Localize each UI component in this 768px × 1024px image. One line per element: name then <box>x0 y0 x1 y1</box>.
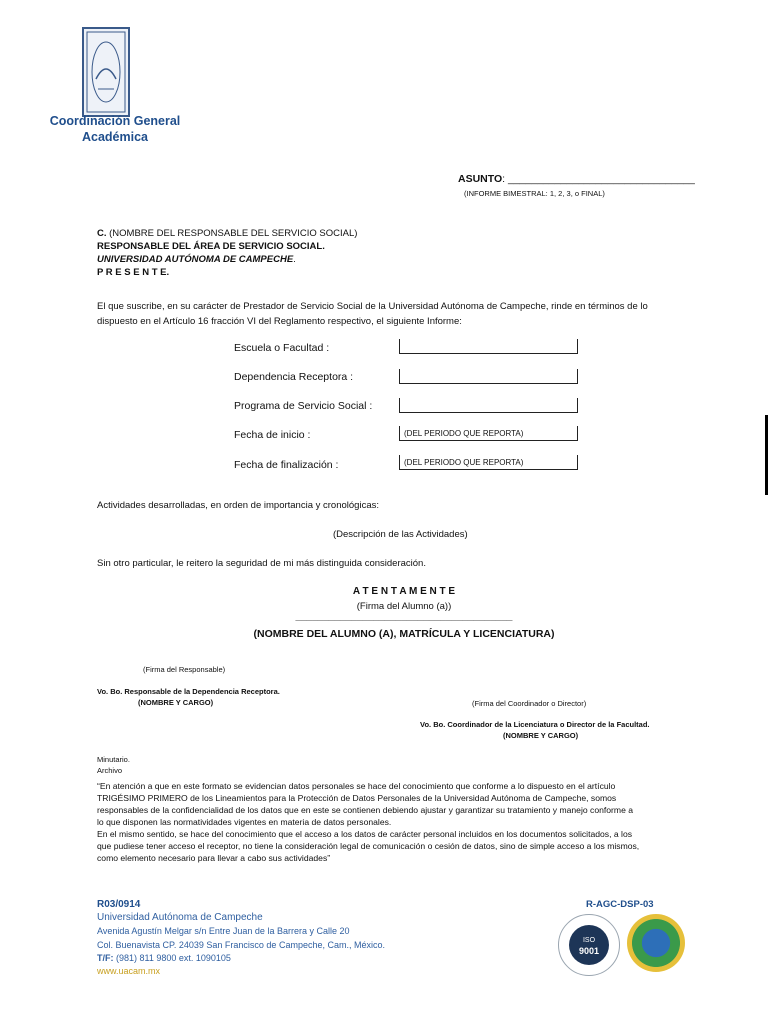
iso-9001-badge <box>558 914 620 976</box>
footer-university: Universidad Autónoma de Campeche <box>97 912 263 923</box>
copy-archivo: Archivo <box>97 766 123 775</box>
addressee-name: (NOMBRE DEL RESPONSABLE DEL SERVICIO SOCIAL) <box>106 228 358 239</box>
privacy-p1-l2: TRIGÉSIMO PRIMERO de los Lineamientos para la Protección de Datos Personales de la Universidad Autónoma de Campeche, somos <box>97 793 617 803</box>
student-name-hint: (NOMBRE DEL ALUMNO (A), MATRÍCULA Y LICENCIATURA) <box>253 628 555 640</box>
program-field[interactable] <box>399 398 578 413</box>
intro-line1: El que suscribe, en su carácter de Prestador de Servicio Social de la Universidad Autónoma de Campeche, rinde en términos de lo <box>97 301 648 312</box>
privacy-p1-l3: responsables de la confidencialidad de los datos que en este se contienen debiendo ajustar y garantizar su tratamiento y manejo conforme a <box>97 805 634 815</box>
responsible-title: Vo. Bo. Responsable de la Dependencia Receptora. <box>97 687 280 696</box>
footer-phone-label: T/F: <box>97 953 114 963</box>
school-label: Escuela o Facultad : <box>234 342 330 354</box>
document-code: R-AGC-DSP-03 <box>586 899 654 910</box>
student-sign-hint: (Firma del Alumno (a)) <box>356 601 452 612</box>
university-seal-logo <box>82 27 130 117</box>
addressee-block: C. (NOMBRE DEL RESPONSABLE DEL SERVICIO SOCIAL) RESPONSABLE DEL ÁREA DE SERVICIO SOCIAL. UNIVERSIDAD AUTÓNOMA DE CAMPECHE. P R E S E N T E. <box>97 228 358 278</box>
footer-address1: Avenida Agustín Melgar s/n Entre Juan de la Barrera y Calle 20 <box>97 926 350 936</box>
subject-line <box>458 173 695 185</box>
start-date-label: Fecha de inicio : <box>234 429 311 441</box>
addressee-present: P R E S E N T E. <box>97 267 170 278</box>
subject-hint: (INFORME BIMESTRAL: 1, 2, 3, o FINAL) <box>464 189 605 198</box>
org-line2: Académica <box>81 130 148 144</box>
coordinator-title: Vo. Bo. Coordinador de la Licenciatura o Director de la Facultad. <box>420 720 650 729</box>
privacy-p2-l3: como elemento necesario para llevar a cabo sus actividades” <box>97 853 331 863</box>
footer-address2: Col. Buenavista CP. 24039 San Francisco de Campeche, Cam., México. <box>97 940 385 950</box>
program-label: Programa de Servicio Social : <box>234 400 373 412</box>
coordinator-sign-hint: (Firma del Coordinador o Director) <box>472 699 587 708</box>
coordinator-name-hint: (NOMBRE Y CARGO) <box>503 731 579 740</box>
responsible-sign-hint: (Firma del Responsable) <box>143 665 226 674</box>
attentively-heading: A T E N T A M E N T E <box>352 586 456 597</box>
end-date-label: Fecha de finalización : <box>234 459 339 471</box>
closing-text: Sin otro particular, le reitero la seguridad de mi más distinguida consideración. <box>97 558 426 569</box>
activities-placeholder: (Descripción de las Actividades) <box>333 529 468 540</box>
subject-blank: : ________________________________ <box>502 173 695 185</box>
privacy-p2-l2: que pudiese tener acceso el receptor, no tiene la consideración legal de comunicación o cesión de datos, sino de simple acceso a los mismos, <box>97 841 640 851</box>
student-sign-line: _______________________________________ <box>295 611 513 622</box>
addressee-university: UNIVERSIDAD AUTÓNOMA DE CAMPECHE <box>97 254 294 265</box>
addressee-role: RESPONSABLE DEL ÁREA DE SERVICIO SOCIAL. <box>97 241 325 252</box>
quality-seal-badge <box>627 914 685 972</box>
dependency-field[interactable] <box>399 369 578 384</box>
school-field[interactable] <box>399 339 578 354</box>
footer-phone <box>97 953 231 963</box>
privacy-p2-l1: En el mismo sentido, se hace del conocimiento que el acceso a los datos de carácter personal incluidos en los documentos solicitados, a los <box>97 829 633 839</box>
intro-line2: dispuesto en el Artículo 16 fracción VI del Reglamento respectivo, el siguiente Informe: <box>97 316 462 327</box>
iso-label: ISO <box>582 937 596 944</box>
copies-block <box>97 754 130 776</box>
org-name <box>30 113 200 145</box>
activities-label: Actividades desarrolladas, en orden de importancia y cronológicas: <box>97 500 379 511</box>
addressee-prefix: C. <box>97 228 107 239</box>
dependency-label: Dependencia Receptora : <box>234 371 354 383</box>
intro-paragraph <box>97 299 648 329</box>
footer-website[interactable]: www.uacam.mx <box>97 966 161 976</box>
privacy-p1-l4: lo que disponen las normatividades vigentes en materia de datos personales. <box>97 817 392 827</box>
subject-label: ASUNTO <box>458 173 503 185</box>
start-date-field[interactable]: (DEL PERIODO QUE REPORTA) <box>399 426 578 441</box>
copy-minutario: Minutario. <box>97 755 130 764</box>
privacy-p1-l1: “En atención a que en este formato se evidencian datos personales se hace del conocimiento que conforme a lo dispuesto en el artículo <box>97 781 616 791</box>
responsible-name-hint: (NOMBRE Y CARGO) <box>138 698 214 707</box>
privacy-notice <box>97 780 711 864</box>
org-line1: Coordinación General <box>49 114 181 128</box>
footer-phone-number: (981) 811 9800 ext. 1090105 <box>113 953 231 963</box>
end-date-field[interactable]: (DEL PERIODO QUE REPORTA) <box>399 455 578 470</box>
footer-code: R03/0914 <box>97 899 141 910</box>
iso-number: 9001 <box>578 946 600 956</box>
